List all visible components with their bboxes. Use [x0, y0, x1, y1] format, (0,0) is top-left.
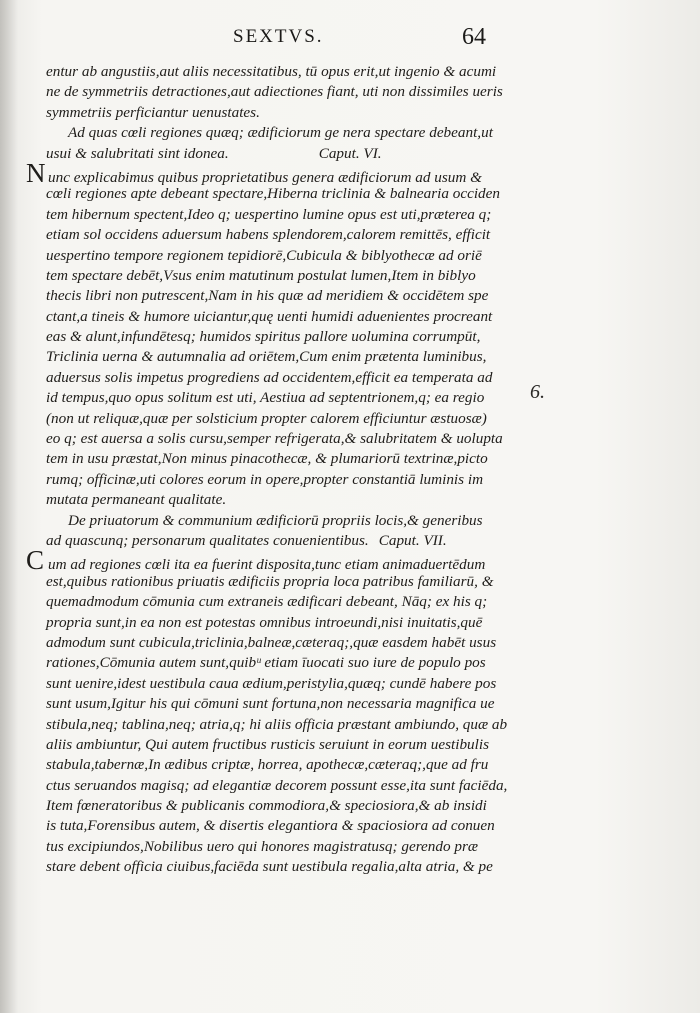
chapter-heading-vi-cont	[46, 144, 526, 164]
text-line: aduersus solis impetus progrediens ad occidentem,efficit ea temperata ad	[46, 368, 493, 386]
text-line: Item fœneratoribus & publicanis commodiora,& speciosiora,& ab insidi	[46, 797, 487, 815]
text-line: stibula,neq; tablina,neq; atria,q; hi aliis officia præstant ambiundo, quæ ab	[46, 715, 508, 733]
text-line: aliis ambiuntur, Qui autem fructibus rusticis seruiunt in eorum uestibulis	[46, 735, 489, 753]
text-line	[26, 157, 526, 188]
text-line: tem in usu præstat,Non minus pinacothecæ, & plumariorū textrinæ,picto	[46, 450, 488, 468]
text-line: uespertino tempore regionem tepidiorē,Cubicula & biblyothecæ ad oriē	[46, 246, 482, 264]
text-line: rationes,Cōmunia autem sunt,quibᵘ etiam īuocati suo iure de populo pos	[46, 654, 486, 672]
line-text: um ad regiones cœli ita ea fuerint disposita,tunc etiam animaduertēdum	[48, 556, 486, 574]
text-line: propria sunt,in ea non est potestas omnibus introeundi,nisi inuitatis,quē	[46, 613, 483, 631]
text-line: symmetriis perficiantur uenustates.	[46, 103, 260, 121]
chapter-heading-vii	[46, 511, 526, 531]
initial-letter: N	[26, 157, 46, 188]
margin-note: 6.	[530, 381, 545, 403]
text-line: tem hibernum spectent,Ideo q; uespertino lumine opus est uti,præterea q;	[46, 205, 492, 223]
text-line: eo q; est auersa a solis cursu,semper refrigerata,& salubritatem & uolupta	[46, 430, 503, 448]
text-line: sunt uenire,idest uestibula caua ædium,peristylia,quæq; cundē habere pos	[46, 674, 497, 692]
text-line: thecis libri non putrescent,Nam in his quæ ad meridiem & occidētem spe	[46, 287, 489, 305]
text-line	[26, 545, 526, 576]
page-number: 64	[462, 24, 486, 50]
text-line: rumq; officinæ,uti colores eorum in opere,propter constantiā luminis im	[46, 470, 484, 488]
heading-text: Ad quas cœli regiones quæq; ædificiorum ge nera spectare debeant,ut	[68, 124, 493, 142]
chapter-heading-vii-cont	[46, 531, 526, 551]
text-line: Triclinia uerna & autumnalia ad oriētem,Cum enim prætenta luminibus,	[46, 348, 487, 366]
body-text	[26, 62, 526, 878]
text-line: ctant,a tineis & humore uiciantur,quę uenti humidi aduenientes procreant	[46, 307, 493, 325]
text-line: etiam sol occidens aduersum habens splendorem,calorem remittēs, efficit	[46, 226, 491, 244]
heading-text: De priuatorum & communium ædificiorū propriis locis,& generibus	[68, 511, 483, 529]
caput-label: Caput. VII.	[378, 531, 447, 549]
text-line: tus excipiundos,Nobilibus uero qui honores magistratusq; gerendo præ	[46, 837, 478, 855]
caput-label: Caput. VI.	[318, 144, 382, 162]
text-line: admodum sunt cubicula,triclinia,balneæ,cæteraq;,quæ easdem habēt usus	[46, 633, 497, 651]
text-line: tem spectare debēt,Vsus enim matutinum postulat lumen,Item in biblyo	[46, 266, 476, 284]
text-line: est,quibus rationibus priuatis ædificiis propria loca patribus familiarū, &	[46, 572, 494, 590]
spine-shadow	[0, 0, 18, 1013]
text-line: ne de symmetriis detractiones,aut adiectiones fiant, uti non dissimiles ueris	[46, 83, 503, 101]
text-line: eas & alunt,infundētesq; humidos spiritus pallore uolumina corrumpūt,	[46, 328, 481, 346]
heading-text: usui & salubritati sint idonea.	[46, 144, 229, 162]
text-line: (non ut reliquæ,quæ per solsticium propter calorem efficiuntur æstuosæ)	[46, 409, 487, 427]
text-line: is tuta,Forensibus autem, & disertis elegantiora & spaciosiora ad conuen	[46, 817, 495, 835]
heading-text: ad quascunq; personarum qualitates conuenientibus.	[46, 531, 369, 549]
text-line: mutata permaneant qualitate.	[46, 491, 227, 509]
text-line: stare debent officia ciuibus,faciēda sunt uestibula regalia,alta atria, & pe	[46, 858, 493, 876]
chapter-heading-vi	[46, 123, 526, 143]
text-line: id tempus,quo opus solitum est uti, Aestiua ad septentrionem,q; ea regio	[46, 389, 485, 407]
running-head: SEXTVS.	[233, 26, 324, 47]
text-line: ctus seruandos magisq; ad elegantiæ decorem possunt esse,ita sunt faciēda,	[46, 776, 508, 794]
initial-letter: C	[26, 545, 45, 576]
text-line: entur ab angustiis,aut aliis necessitatibus, tū opus erit,ut ingenio & acumi	[46, 63, 497, 80]
text-line: stabula,tabernæ,In ædibus criptæ, horrea, apothecæ,cæteraq;,que ad fru	[46, 756, 489, 774]
text-line: sunt usum,Igitur his qui cōmuni sunt fortuna,non necessaria magnifica ue	[46, 695, 495, 713]
text-line: cœli regiones apte debeant spectare,Hiberna triclinia & balnearia occiden	[46, 185, 500, 203]
line-text: unc explicabimus quibus proprietatibus genera ædificiorum ad usum &	[48, 168, 482, 186]
text-line: quemadmodum cōmunia cum extraneis ædificari debeant, Nāq; ex his q;	[46, 593, 488, 611]
bleed-through-text	[540, 186, 680, 340]
